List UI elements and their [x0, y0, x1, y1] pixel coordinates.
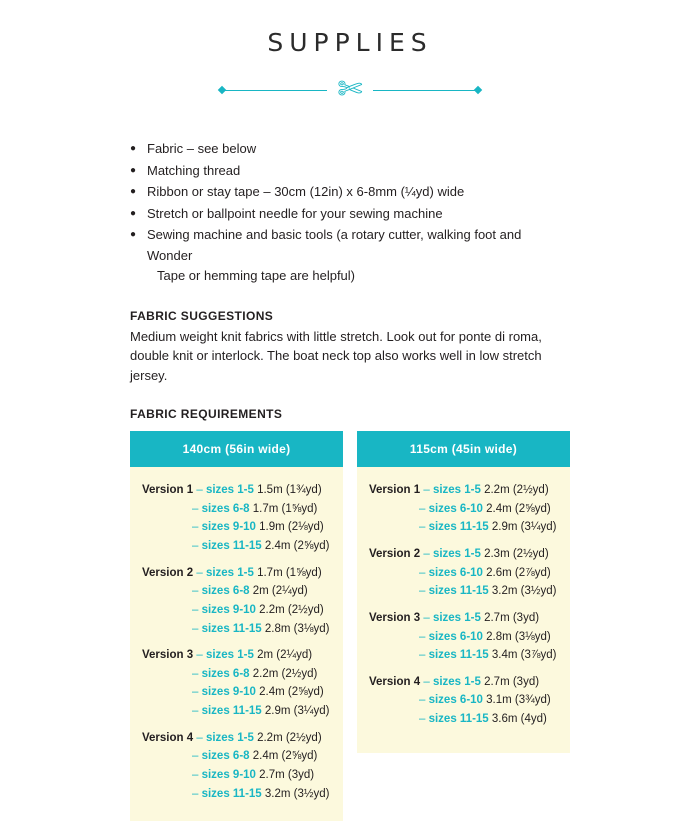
dash: – [419, 521, 429, 534]
dash: – [192, 622, 202, 635]
size-range: sizes 1-5 [432, 611, 481, 624]
version-label: Version 1 [142, 484, 194, 497]
amount: 2.8m (3⅛yd) [486, 630, 551, 643]
size-range: sizes 11-15 [201, 540, 262, 553]
divider-line-left [219, 90, 327, 91]
table-row [369, 518, 558, 537]
size-range: sizes 1-5 [432, 484, 481, 497]
dash: – [192, 768, 202, 781]
column-body [357, 467, 570, 753]
table-row [142, 665, 331, 684]
amount: 1.5m (1¾yd) [257, 484, 322, 497]
requirements-column-140cm [130, 431, 343, 821]
table-row [369, 628, 558, 647]
table-row [142, 537, 331, 556]
size-range: sizes 11-15 [428, 649, 489, 662]
size-range: sizes 9-10 [201, 768, 256, 781]
dash: – [423, 484, 433, 497]
amount: 2.2m (2½yd) [257, 731, 322, 744]
supplies-list [130, 139, 570, 287]
size-range: sizes 1-5 [205, 566, 254, 579]
dash: – [423, 548, 433, 561]
size-range: sizes 6-10 [428, 694, 483, 707]
amount: 2.2m (2½yd) [252, 667, 318, 680]
table-row [369, 710, 558, 729]
version-block [142, 481, 331, 556]
size-range: sizes 1-5 [205, 649, 254, 662]
amount: 2m (2¼yd) [257, 649, 313, 662]
table-row [142, 500, 331, 519]
size-range: sizes 6-10 [428, 566, 483, 579]
fabric-requirements-heading: FABRIC REQUIREMENTS [130, 407, 283, 422]
amount: 3.4m (3⅞yd) [491, 649, 557, 662]
amount: 2.2m (2½yd) [484, 484, 549, 497]
table-row [142, 582, 331, 601]
size-range: sizes 1-5 [432, 675, 481, 688]
version-label: Version 1 [369, 484, 421, 497]
page-content [0, 139, 700, 821]
table-row [369, 646, 558, 665]
list-item-label: Sewing machine and basic tools (a rotary cutter, walking foot and Wonder [147, 227, 522, 263]
amount: 2.7m (3yd) [484, 675, 540, 688]
table-row [142, 601, 331, 620]
dash: – [192, 705, 202, 718]
amount: 3.2m (3½yd) [491, 585, 557, 598]
dash: – [419, 649, 429, 662]
dash: – [423, 675, 433, 688]
amount: 3.1m (3¾yd) [486, 694, 551, 707]
amount: 2.4m (2⅝yd) [486, 502, 551, 515]
version-block [142, 729, 331, 804]
list-item [130, 225, 570, 287]
dash: – [192, 603, 202, 616]
table-row [369, 545, 558, 564]
size-range: sizes 11-15 [428, 521, 489, 534]
dash: – [192, 585, 202, 598]
dash: – [423, 611, 433, 624]
list-item [130, 139, 570, 160]
dash: – [192, 521, 202, 534]
size-range: sizes 6-10 [428, 502, 483, 515]
version-block [369, 673, 558, 729]
size-range: sizes 11-15 [428, 585, 489, 598]
table-row [369, 500, 558, 519]
bullet-icon: ● [130, 207, 137, 219]
size-range: sizes 11-15 [201, 622, 262, 635]
list-item-label: Fabric – see below [147, 141, 257, 156]
version-block [369, 481, 558, 537]
amount: 2.2m (2½yd) [259, 603, 324, 616]
table-row [369, 673, 558, 692]
version-label: Version 3 [369, 611, 421, 624]
list-item-label: Stretch or ballpoint needle for your sewing machine [147, 205, 443, 221]
list-item [130, 161, 570, 182]
amount: 3.2m (3½yd) [264, 787, 330, 800]
size-range: sizes 11-15 [201, 705, 262, 718]
dash: – [419, 502, 429, 515]
amount: 2.8m (3⅛yd) [264, 622, 330, 635]
table-row [369, 609, 558, 628]
table-row [142, 683, 331, 702]
amount: 2.9m (3¼yd) [264, 705, 330, 718]
table-row [142, 481, 331, 500]
dash: – [196, 566, 206, 579]
fabric-suggestions-heading: FABRIC SUGGESTIONS [130, 308, 274, 323]
bullet-icon: ● [130, 229, 137, 241]
dash: – [192, 667, 202, 680]
dash: – [419, 694, 429, 707]
amount: 2.4m (2⅝yd) [264, 540, 330, 553]
table-row [142, 620, 331, 639]
amount: 2.9m (3¼yd) [491, 521, 557, 534]
requirements-column-115cm [357, 431, 570, 821]
version-label: Version 4 [369, 675, 421, 688]
amount: 2m (2¼yd) [252, 585, 308, 598]
version-block [142, 646, 331, 721]
table-row [369, 481, 558, 500]
version-block [369, 545, 558, 601]
bullet-icon: ● [130, 164, 137, 176]
table-row [142, 564, 331, 583]
scissors-icon: ✄ [337, 72, 363, 107]
table-row [142, 729, 331, 748]
table-row [142, 702, 331, 721]
amount: 2.7m (3yd) [484, 611, 540, 624]
page-title-block [0, 0, 700, 105]
amount: 3.6m (4yd) [491, 713, 547, 726]
amount: 2.7m (3yd) [259, 768, 315, 781]
size-range: sizes 6-8 [201, 585, 250, 598]
fabric-suggestions-body: Medium weight knit fabrics with little stretch. Look out for ponte di roma, double knit or interlock. The boat neck top also works well in low stretch jersey. [130, 328, 542, 383]
size-range: sizes 1-5 [205, 484, 254, 497]
size-range: sizes 6-10 [428, 630, 483, 643]
dash: – [419, 630, 429, 643]
amount: 1.9m (2⅛yd) [259, 521, 324, 534]
column-header: 115cm (45in wide) [357, 431, 570, 467]
page-title: SUPPLIES [267, 28, 433, 57]
version-label: Version 3 [142, 649, 194, 662]
dash: – [196, 649, 206, 662]
table-row [142, 747, 331, 766]
size-range: sizes 9-10 [201, 521, 256, 534]
dash: – [192, 686, 202, 699]
bullet-icon: ● [130, 143, 137, 154]
amount: 2.3m (2½yd) [484, 548, 549, 561]
amount: 2.6m (2⅞yd) [486, 566, 551, 579]
size-range: sizes 6-8 [201, 667, 250, 680]
table-row [142, 646, 331, 665]
dash: – [192, 540, 202, 553]
fabric-requirements-table [130, 431, 570, 821]
table-row [142, 785, 331, 804]
dash: – [419, 585, 429, 598]
column-body [130, 467, 343, 821]
amount: 2.4m (2⅝yd) [259, 686, 324, 699]
table-row [369, 564, 558, 583]
dash: – [192, 750, 202, 763]
version-label: Version 2 [142, 566, 194, 579]
list-item-label: Matching thread [147, 162, 241, 178]
size-range: sizes 11-15 [201, 787, 262, 800]
size-range: sizes 9-10 [201, 686, 256, 699]
list-item-label: Ribbon or stay tape – 30cm (12in) x 6-8mm (¼yd) wide [147, 184, 465, 200]
version-label: Version 4 [142, 731, 194, 744]
dash: – [196, 731, 206, 744]
list-item-label-continued: Tape or hemming tape are helpful) [157, 268, 356, 284]
table-row [142, 766, 331, 785]
list-item [130, 182, 570, 203]
size-range: sizes 6-8 [201, 750, 250, 763]
size-range: sizes 9-10 [201, 603, 256, 616]
dash: – [419, 566, 429, 579]
version-block [142, 564, 331, 639]
bullet-icon: ● [130, 186, 137, 198]
dash: – [419, 713, 429, 726]
size-range: sizes 1-5 [432, 548, 481, 561]
dash: – [196, 484, 206, 497]
version-block [369, 609, 558, 665]
table-row [369, 691, 558, 710]
size-range: sizes 11-15 [428, 713, 489, 726]
column-header: 140cm (56in wide) [130, 431, 343, 467]
dash: – [192, 787, 202, 800]
table-row [369, 582, 558, 601]
amount: 1.7m (1⅝yd) [252, 502, 318, 515]
version-label: Version 2 [369, 548, 421, 561]
size-range: sizes 6-8 [201, 502, 250, 515]
scissors-divider [0, 72, 700, 107]
dash: – [192, 502, 202, 515]
amount: 1.7m (1⅝yd) [257, 566, 322, 579]
divider-line-right [373, 90, 481, 91]
table-row [142, 518, 331, 537]
list-item [130, 204, 570, 225]
amount: 2.4m (2⅝yd) [252, 750, 318, 763]
size-range: sizes 1-5 [205, 731, 254, 744]
